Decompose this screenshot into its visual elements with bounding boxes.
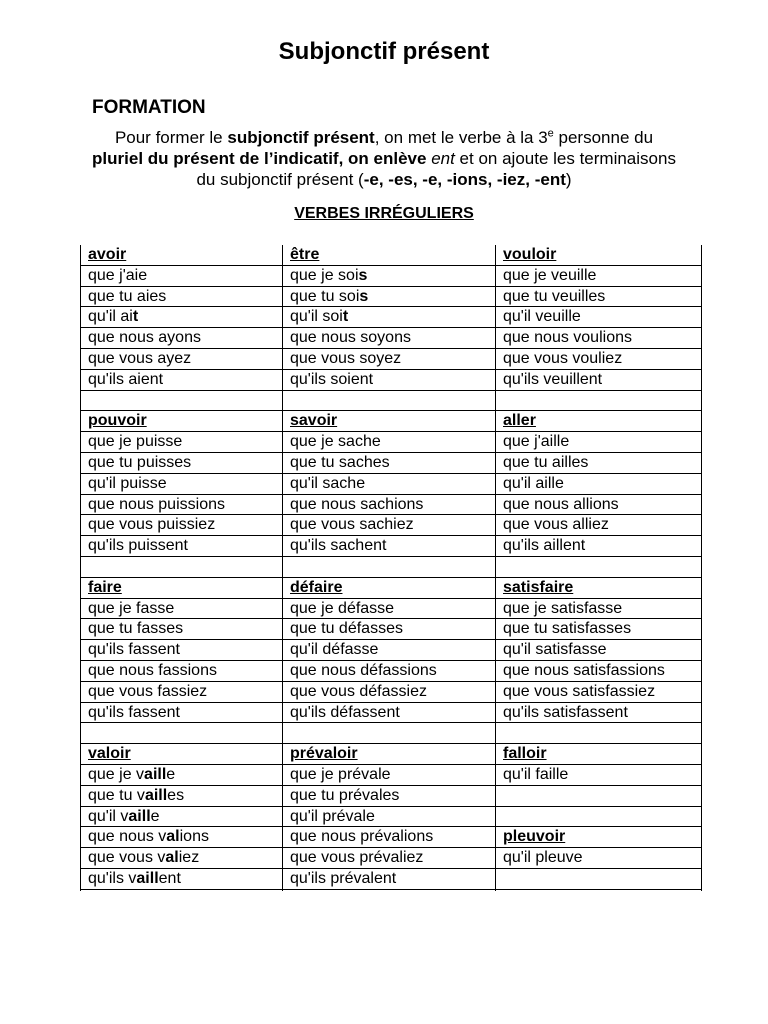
conjugation-cell [88, 266, 147, 287]
line3-suffix: ) [565, 170, 572, 189]
conjugation-cell [503, 765, 568, 786]
table-row-divider [283, 889, 495, 890]
line1-suffix: personne du [553, 128, 654, 147]
irregular-stem: t [342, 308, 349, 326]
form-part: que vous fassiez [88, 682, 208, 700]
form-part: qu'ils v [88, 870, 137, 887]
form-part: que vous ayez [88, 350, 192, 367]
form-part: qu'il sache [290, 474, 366, 492]
form-part: qu'il défasse [290, 641, 379, 659]
conjugation-cell [88, 682, 207, 703]
conjugation-cell [503, 703, 628, 724]
conjugation-cell [503, 474, 564, 495]
verb-heading: pouvoir [88, 412, 147, 430]
conjugation-cell [88, 328, 201, 349]
form-part: que tu défasses [290, 620, 403, 638]
form-part: que nous sachions [290, 495, 424, 513]
form-part: que tu v [88, 786, 145, 804]
form-part: qu'il ai [88, 308, 133, 326]
form-part: que tu saches [290, 454, 390, 471]
table-column-divider [701, 245, 702, 891]
line1-prefix: Pour former le [114, 128, 228, 147]
table-column-divider [80, 245, 81, 891]
form-part: qu'ils veuillent [503, 370, 603, 388]
form-part: que je v [88, 766, 145, 783]
conjugation-cell [88, 536, 188, 557]
form-part: ions [179, 828, 209, 846]
table-row-divider [496, 556, 702, 557]
form-part: que je soi [290, 266, 359, 284]
line1-mid: , on met le verbe à la 3 [374, 128, 548, 147]
form-part: qu'ils satisfassent [503, 703, 628, 721]
form-part: qu'il soi [290, 308, 343, 326]
form-part: que tu fasses [88, 620, 184, 638]
conjugation-cell [290, 848, 423, 869]
form-part: qu'il v [88, 807, 129, 825]
irregular-stem: aill [136, 870, 159, 887]
line3-bold: -e, -es, -e, -ions, -iez, -ent [363, 170, 566, 189]
form-part: qu'ils sachent [290, 537, 387, 555]
table-row-divider [81, 722, 282, 723]
form-part: que je défasse [290, 599, 395, 617]
table-row-divider [81, 390, 282, 391]
form-part: que j'aille [503, 433, 570, 451]
form-part: que tu ailles [503, 454, 589, 471]
conjugation-cell [88, 807, 160, 828]
line2-bold: pluriel du présent de l’indicatif, on enlève [92, 149, 427, 168]
conjugation-cell [88, 848, 199, 869]
conjugation-cell [290, 515, 414, 536]
conjugation-cell [503, 349, 622, 370]
conjugation-cell [88, 869, 181, 890]
form-part: que je puisse [88, 433, 183, 451]
form-part: que tu veuilles [503, 287, 606, 305]
table-row-divider [496, 785, 702, 786]
verb-heading: être [290, 246, 320, 263]
table-column-divider [495, 245, 496, 891]
form-part: que vous v [88, 849, 166, 867]
form-part: que nous voulions [503, 329, 632, 347]
conjugation-cell [503, 495, 619, 516]
form-part: que tu satisfasses [503, 620, 632, 638]
irregular-stem: al [166, 828, 180, 846]
conjugation-cell [290, 328, 411, 349]
form-part: que tu prévales [290, 786, 400, 804]
form-part: que vous vouliez [503, 350, 623, 367]
conjugation-cell [88, 640, 180, 661]
line2-suffix: et on ajoute les terminaisons [454, 149, 676, 168]
irregular-stem: aill [144, 786, 168, 804]
irregular-stem: t [132, 308, 139, 326]
verb-heading: vouloir [503, 246, 557, 263]
irregular-stem: al [165, 849, 179, 867]
table-row-divider [496, 806, 702, 807]
form-part: ent [158, 870, 181, 887]
line1-bold: subjonctif présent [227, 128, 375, 147]
conjugation-cell [88, 432, 182, 453]
form-part: que j'aie [88, 266, 148, 284]
form-part: que tu puisses [88, 454, 192, 471]
form-part: que nous v [88, 828, 167, 846]
form-part: qu'ils fassent [88, 641, 180, 659]
form-part: que je sache [290, 433, 381, 451]
verb-heading: savoir [290, 412, 338, 430]
conjugation-cell [503, 536, 585, 557]
form-part: que je satisfasse [503, 599, 623, 617]
verb-heading: falloir [503, 745, 547, 763]
conjugation-cell [88, 827, 209, 848]
conjugation-cell [503, 619, 631, 640]
line3-prefix: du subjonctif présent ( [196, 170, 364, 189]
conjugation-cell [88, 661, 217, 682]
conjugation-cell [503, 599, 622, 620]
conjugation-cell [88, 474, 167, 495]
form-part: que nous prévalions [290, 828, 434, 846]
form-part: e [166, 766, 176, 783]
conjugation-cell [290, 432, 381, 453]
conjugation-cell [290, 599, 394, 620]
conjugation-cell [290, 536, 386, 557]
form-part: que tu soi [290, 287, 360, 305]
table-row-divider [283, 556, 495, 557]
conjugation-cell [290, 307, 348, 328]
conjugation-cell [290, 827, 433, 848]
table-row-divider [81, 889, 282, 890]
conjugation-cell [88, 349, 191, 370]
formation-explanation [60, 127, 708, 190]
conjugation-cell [290, 786, 399, 807]
line2-italic: ent [431, 149, 455, 168]
line1-superscript: e [547, 127, 554, 140]
conjugation-cell [503, 848, 583, 869]
form-part: qu'il aille [503, 474, 564, 492]
irregular-verbs-table [80, 245, 702, 891]
irregular-stem: aill [144, 766, 167, 783]
form-part: que vous puissiez [88, 516, 216, 534]
form-part: que je fasse [88, 599, 175, 617]
form-part: qu'il puisse [88, 474, 167, 492]
form-part: que vous défassiez [290, 682, 427, 700]
conjugation-cell [88, 370, 163, 391]
form-part: que vous satisfassiez [503, 682, 656, 700]
conjugation-cell [88, 703, 180, 724]
formation-heading: FORMATION [92, 97, 206, 118]
conjugation-cell [503, 682, 655, 703]
conjugation-cell [290, 807, 375, 828]
form-part: que nous soyons [290, 329, 411, 347]
form-part: qu'ils prévalent [290, 870, 397, 887]
form-part: es [167, 786, 185, 804]
irregular-stem: aill [128, 807, 151, 825]
form-part: qu'ils aillent [503, 537, 586, 555]
conjugation-cell [88, 307, 138, 328]
conjugation-cell [290, 869, 396, 890]
conjugation-cell [503, 432, 569, 453]
conjugation-cell [88, 495, 225, 516]
form-part: que tu aies [88, 287, 167, 305]
form-part: qu'ils défassent [290, 703, 400, 721]
conjugation-cell [290, 619, 403, 640]
form-part: e [150, 807, 160, 825]
verb-heading: valoir [88, 745, 131, 763]
conjugation-cell [290, 765, 391, 786]
table-row-divider [496, 390, 702, 391]
verb-heading: satisfaire [503, 578, 574, 596]
table-row-divider [81, 556, 282, 557]
table-row-divider [283, 390, 495, 391]
form-part: que vous alliez [503, 516, 609, 534]
form-part: que nous allions [503, 495, 619, 513]
irregular-stem: s [359, 287, 369, 305]
irregular-stem: s [358, 266, 368, 284]
conjugation-cell [503, 328, 632, 349]
conjugation-cell [503, 515, 609, 536]
conjugation-cell [503, 266, 596, 287]
conjugation-cell [290, 266, 367, 287]
conjugation-cell [290, 349, 401, 370]
conjugation-cell [290, 640, 378, 661]
form-part: que vous sachiez [290, 516, 414, 534]
conjugation-cell [88, 619, 183, 640]
form-part: qu'ils soient [290, 370, 374, 388]
conjugation-cell [88, 765, 175, 786]
table-row-divider [283, 722, 495, 723]
form-part: que vous soyez [290, 350, 402, 367]
verb-heading: faire [88, 578, 122, 596]
form-part: iez [178, 849, 200, 867]
form-part: que je veuille [503, 266, 597, 284]
conjugation-cell [290, 682, 427, 703]
conjugation-cell [88, 515, 215, 536]
verb-heading: défaire [290, 578, 343, 596]
formation-line-1 [60, 127, 708, 148]
form-part: que vous prévaliez [290, 849, 424, 867]
conjugation-cell [290, 370, 373, 391]
conjugation-cell [503, 453, 588, 474]
form-part: que nous ayons [88, 329, 201, 347]
conjugation-cell [88, 453, 191, 474]
verb-heading: aller [503, 412, 536, 430]
conjugation-cell [503, 640, 607, 661]
page-title: Subjonctif présent [278, 38, 490, 65]
conjugation-cell [88, 599, 174, 620]
form-part: qu'il veuille [503, 308, 581, 326]
form-part: qu'ils puissent [88, 537, 188, 555]
irregular-verbs-heading: VERBES IRRÉGULIERS [294, 205, 474, 222]
form-part: que nous puissions [88, 495, 225, 513]
form-part: qu'ils aient [88, 370, 164, 388]
conjugation-cell [290, 661, 437, 682]
table-row-divider [496, 722, 702, 723]
table-row-divider [496, 889, 702, 890]
form-part: que nous fassions [88, 662, 217, 679]
table-column-divider [282, 245, 283, 891]
table-row-divider [496, 868, 702, 869]
form-part: qu'il satisfasse [503, 641, 607, 659]
form-part: que nous satisfassions [503, 662, 665, 679]
form-part: qu'ils fassent [88, 703, 180, 721]
conjugation-cell [290, 474, 365, 495]
conjugation-cell [503, 307, 581, 328]
form-part: que je prévale [290, 766, 391, 783]
formation-line-3 [60, 169, 708, 190]
verb-heading: avoir [88, 246, 127, 263]
conjugation-cell [290, 453, 390, 474]
form-part: qu'il faille [503, 766, 569, 783]
conjugation-cell [290, 287, 368, 308]
conjugation-cell [503, 287, 605, 308]
conjugation-cell [503, 661, 665, 682]
conjugation-cell [88, 287, 166, 308]
form-part: que nous défassions [290, 662, 437, 679]
conjugation-cell [290, 703, 400, 724]
form-part: qu'il pleuve [503, 849, 583, 867]
conjugation-cell [88, 786, 184, 807]
conjugation-cell [290, 495, 423, 516]
formation-line-2 [60, 148, 708, 169]
conjugation-cell [503, 370, 602, 391]
verb-heading: pleuvoir [503, 828, 566, 846]
verb-heading: prévaloir [290, 745, 358, 763]
form-part: qu'il prévale [290, 807, 375, 825]
